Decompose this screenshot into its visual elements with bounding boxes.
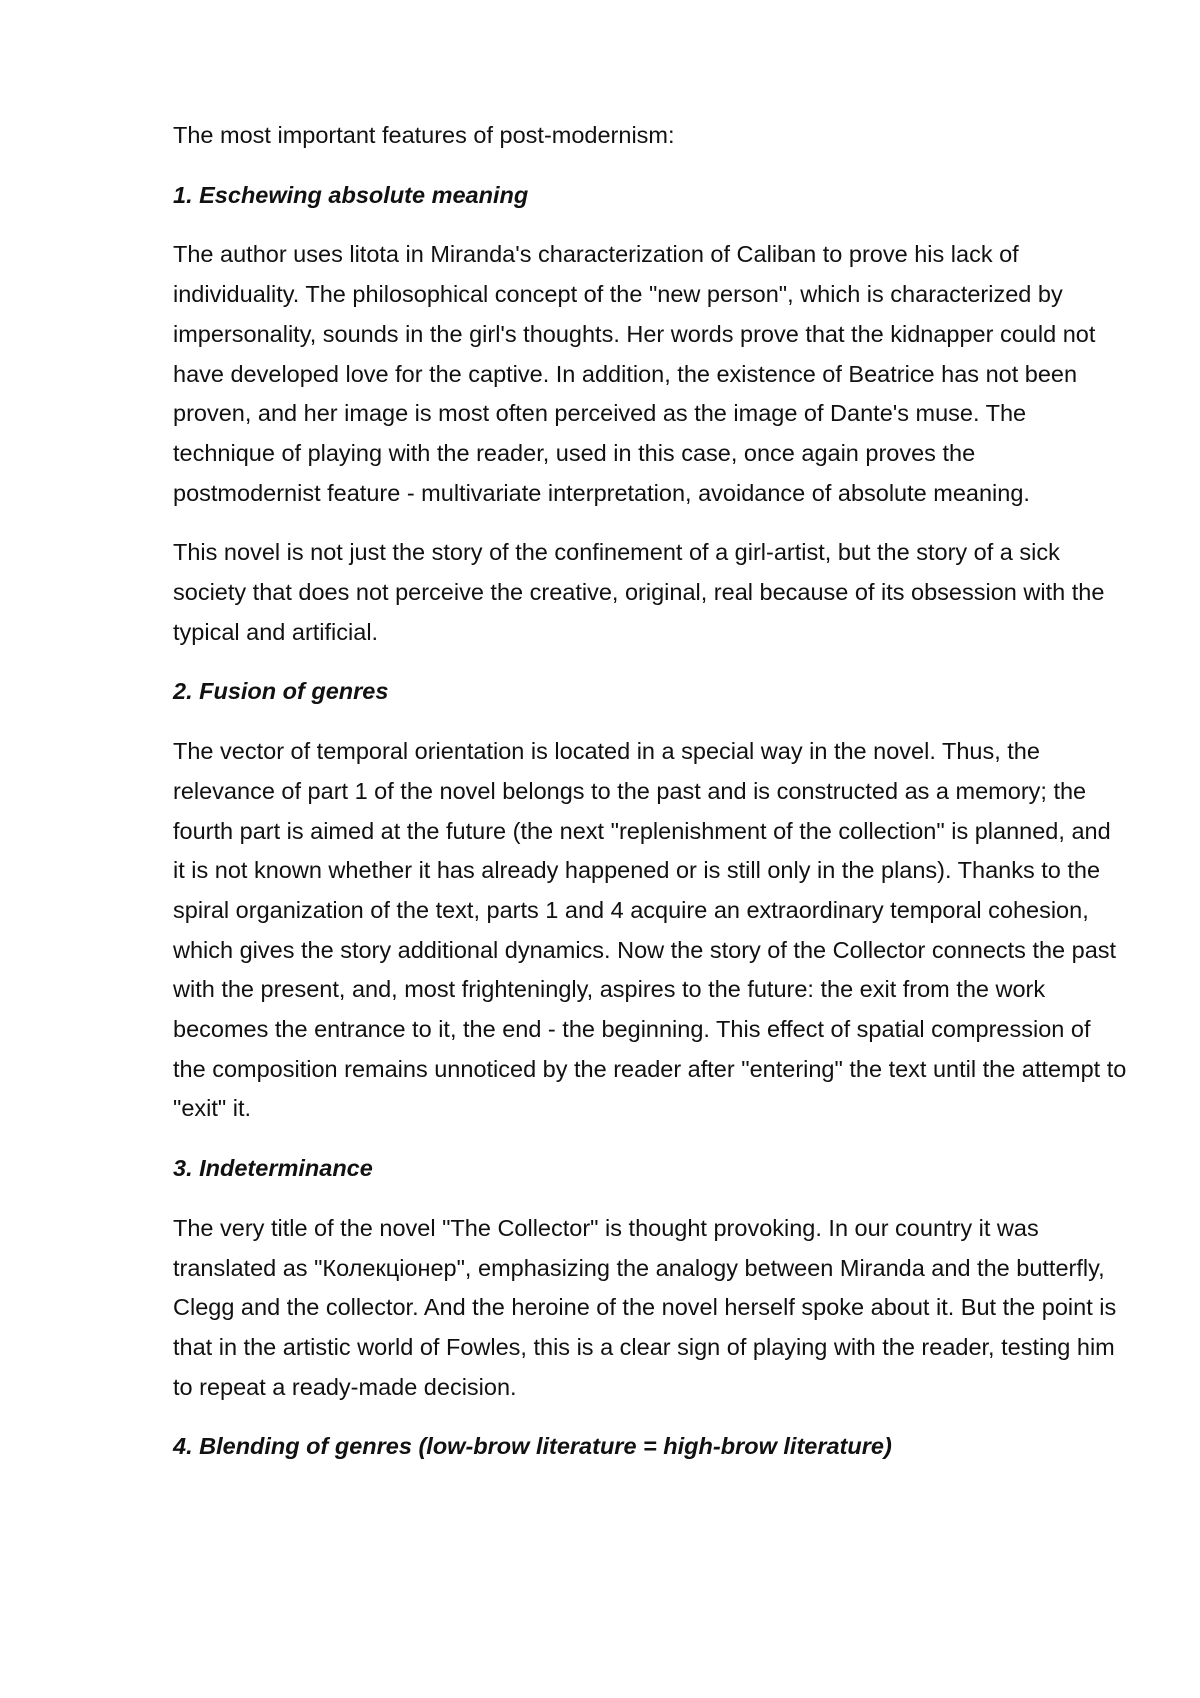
section-1-paragraph-1: The author uses litota in Miranda's characterization of Caliban to prove his lack of individuality. The philosophical concept of the "new person", which is characterized by impersonality, sounds in the girl's thoughts. Her words prove that the kidnapper could not have developed love for the captive. In addition, the existence of Beatrice has not been proven, and her image is most often perceived as the image of Dante's muse. The technique of playing with the reader, used in this case, once again proves the postmodernist feature - multivariate interpretation, avoidance of absolute meaning.	[173, 241, 1096, 506]
section-heading-4: 4. Blending of genres (low-brow literature = high-brow literature)	[173, 1433, 892, 1460]
section-heading-3: 3. Indeterminance	[173, 1155, 373, 1182]
section-3-paragraph-1: The very title of the novel "The Collector" is thought provoking. In our country it was translated as "Колекціонер", emphasizing the analogy between Miranda and the butterfly, Clegg and the collector. And the heroine of the novel herself spoke about it. But the point is that in the artistic world of Fowles, this is a clear sign of playing with the reader, testing him to repeat a ready-made decision.	[173, 1214, 1117, 1400]
intro-text: The most important features of post-modernism:	[173, 122, 675, 148]
section-1-paragraph-2: This novel is not just the story of the confinement of a girl-artist, but the story of a sick society that does not perceive the creative, original, real because of its obsession with the typical and artificial.	[173, 539, 1105, 645]
document-body	[173, 116, 1128, 1487]
section-heading-2: 2. Fusion of genres	[173, 678, 389, 705]
section-2-paragraph-1: The vector of temporal orientation is located in a special way in the novel. Thus, the relevance of part 1 of the novel belongs to the past and is constructed as a memory; the fourth part is aimed at the future (the next "replenishment of the collection" is planned, and it is not known whether it has already happened or is still only in the plans). Thanks to the spiral organization of the text, parts 1 and 4 acquire an extraordinary temporal cohesion, which gives the story additional dynamics. Now the story of the Collector connects the past with the present, and, most frighteningly, aspires to the future: the exit from the work becomes the entrance to it, the end - the beginning. This effect of spatial compression of the composition remains unnoticed by the reader after "entering" the text until the attempt to "exit" it.	[173, 738, 1127, 1122]
section-heading-1: 1. Eschewing absolute meaning	[173, 181, 529, 208]
